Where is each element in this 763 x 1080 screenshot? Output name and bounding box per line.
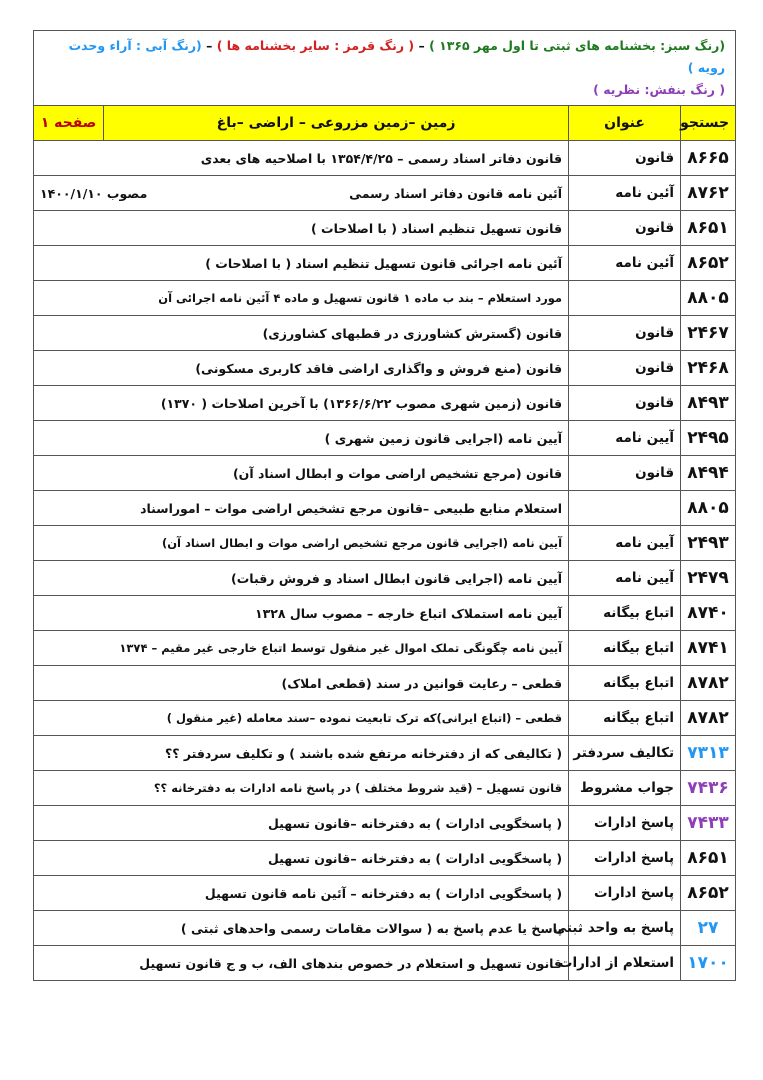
- row-title: پاسخ ادارات: [569, 876, 681, 911]
- description-main: آئین نامه قانون دفاتر اسناد رسمی: [349, 185, 563, 201]
- table-row: [34, 316, 736, 351]
- table-row: [34, 806, 736, 841]
- table-row: [34, 386, 736, 421]
- row-description: قطعی – (اتباع ایرانی)که ترک تابعیت نموده –سند معامله (غیر منقول ): [34, 701, 569, 736]
- row-title: قانون: [569, 456, 681, 491]
- row-title: اتباع بیگانه: [569, 666, 681, 701]
- row-title: جواب مشروط: [569, 771, 681, 806]
- row-title: [569, 491, 681, 526]
- description-split: [40, 186, 562, 201]
- row-description: پاسخ یا عدم پاسخ به ( سوالات مقامات رسمی واحدهای ثبتی ): [34, 911, 569, 946]
- search-number: ۸۷۴۰: [681, 596, 736, 631]
- legend-red: ( رنگ قرمز : سایر بخشنامه ها ): [216, 38, 415, 53]
- row-description: ( پاسخگویی ادارات ) به دفترخانه –قانون تسهیل: [34, 841, 569, 876]
- row-title: قانون: [569, 211, 681, 246]
- legend-separator: –: [201, 38, 217, 53]
- header-title: عنوان: [569, 106, 681, 141]
- table-row: [34, 421, 736, 456]
- row-title: آئین نامه: [569, 176, 681, 211]
- row-description: قانون (زمین شهری مصوب ۱۳۶۶/۶/۲۲) با آخرین اصلاحات ( ۱۳۷۰): [34, 386, 569, 421]
- table-row: [34, 701, 736, 736]
- row-description: مورد استعلام – بند ب ماده ۱ قانون تسهیل و ماده ۴ آئین نامه اجرائی آن: [34, 281, 569, 316]
- search-number: ۸۶۵۲: [681, 246, 736, 281]
- legend-blue: (رنگ آبی : آراء وحدت رویه ): [68, 38, 726, 75]
- row-description: قانون (منع فروش و واگذاری اراضی فاقد کاربری مسکونی): [34, 351, 569, 386]
- row-title: پاسخ ادارات: [569, 806, 681, 841]
- row-title: استعلام از ادارات: [569, 946, 681, 981]
- row-description: ( پاسخگویی ادارات ) به دفترخانه –قانون تسهیل: [34, 806, 569, 841]
- index-table: [33, 30, 736, 981]
- table-row: [34, 456, 736, 491]
- row-title: تکالیف سردفتر: [569, 736, 681, 771]
- table-row: [34, 876, 736, 911]
- legend-separator: –: [414, 38, 430, 53]
- row-description: قطعی – رعایت قوانین در سند (قطعی املاک): [34, 666, 569, 701]
- row-title: پاسخ ادارات: [569, 841, 681, 876]
- search-number: ۸۴۹۳: [681, 386, 736, 421]
- row-description: [34, 176, 569, 211]
- row-description: آیین نامه (اجرایی قانون ابطال اسناد و فروش رقبات): [34, 561, 569, 596]
- search-number: ۸۶۵۱: [681, 211, 736, 246]
- search-number: ۲۴۹۳: [681, 526, 736, 561]
- row-description: استعلام منابع طبیعی –قانون مرجع تشخیص اراضی موات – اموراسناد: [34, 491, 569, 526]
- row-title: پاسخ به واحد ثبتی: [569, 911, 681, 946]
- table-row: [34, 491, 736, 526]
- row-title: قانون: [569, 351, 681, 386]
- table-row: [34, 631, 736, 666]
- search-number: ۸۷۸۲: [681, 701, 736, 736]
- search-number: ۲۴۶۷: [681, 316, 736, 351]
- search-number: ۸۷۸۲: [681, 666, 736, 701]
- row-description: ( پاسخگویی ادارات ) به دفترخانه – آئین نامه قانون تسهیل: [34, 876, 569, 911]
- header-page: صفحه ۱: [34, 106, 104, 141]
- row-description: آیین نامه (اجرایی قانون مرجع تشخیص اراضی موات و ابطال اسناد آن): [34, 526, 569, 561]
- search-number: ۲۷: [681, 911, 736, 946]
- table-row: [34, 561, 736, 596]
- row-description: آیین نامه (اجرایی قانون زمین شهری ): [34, 421, 569, 456]
- row-title: قانون: [569, 141, 681, 176]
- search-number: ۸۸۰۵: [681, 491, 736, 526]
- table-row: [34, 596, 736, 631]
- search-number: ۷۳۱۳: [681, 736, 736, 771]
- row-description: آئین نامه اجرائی قانون تسهیل تنظیم اسناد ( با اصلاحات ): [34, 246, 569, 281]
- row-title: آیین نامه: [569, 526, 681, 561]
- row-title: قانون: [569, 316, 681, 351]
- table-row: [34, 211, 736, 246]
- row-description: قانون تسهیل و استعلام در خصوص بندهای الف، ب و ج قانون تسهیل: [34, 946, 569, 981]
- table-row: [34, 911, 736, 946]
- color-legend: [34, 31, 736, 106]
- search-number: ۸۷۴۱: [681, 631, 736, 666]
- legend-green: (رنگ سبز: بخشنامه های ثبتی تا اول مهر ۱۳۶۵ ): [429, 38, 726, 53]
- row-description: قانون دفاتر اسناد رسمی – ۱۳۵۴/۴/۲۵ با اصلاحیه های بعدی: [34, 141, 569, 176]
- row-description: قانون (گسترش کشاورزی در قطبهای کشاورزی): [34, 316, 569, 351]
- row-title: قانون: [569, 386, 681, 421]
- row-title: اتباع بیگانه: [569, 596, 681, 631]
- row-description: آیین نامه استملاک اتباع خارجه – مصوب سال ۱۳۲۸: [34, 596, 569, 631]
- search-number: ۲۴۹۵: [681, 421, 736, 456]
- header-search: جستجو: [681, 106, 736, 141]
- row-title: اتباع بیگانه: [569, 631, 681, 666]
- table-row: [34, 351, 736, 386]
- row-description: ( تکالیفی که از دفترخانه مرتفع شده باشند ) و تکلیف سردفتر ؟؟: [34, 736, 569, 771]
- search-number: ۸۶۶۵: [681, 141, 736, 176]
- search-number: ۸۶۵۲: [681, 876, 736, 911]
- table-row: [34, 281, 736, 316]
- search-number: ۸۴۹۴: [681, 456, 736, 491]
- row-description: آیین نامه چگونگی تملک اموال غیر منقول توسط اتباع خارجی غیر مقیم – ۱۳۷۴: [34, 631, 569, 666]
- legend-purple: ( رنگ بنفش: نظریه ): [593, 82, 726, 97]
- table-row: [34, 946, 736, 981]
- search-number: ۲۴۶۸: [681, 351, 736, 386]
- search-number: ۷۴۳۶: [681, 771, 736, 806]
- row-title: آیین نامه: [569, 421, 681, 456]
- row-title: [569, 281, 681, 316]
- row-description: قانون (مرجع تشخیص اراضی موات و ابطال اسناد آن): [34, 456, 569, 491]
- row-description: قانون تسهیل – (قید شروط مختلف ) در پاسخ نامه ادارات به دفترخانه ؟؟: [34, 771, 569, 806]
- table-row: [34, 736, 736, 771]
- row-title: اتباع بیگانه: [569, 701, 681, 736]
- header-row: [34, 106, 736, 141]
- row-title: آیین نامه: [569, 561, 681, 596]
- search-number: ۱۷۰۰: [681, 946, 736, 981]
- search-number: ۸۶۵۱: [681, 841, 736, 876]
- search-number: ۷۴۳۳: [681, 806, 736, 841]
- table-row: [34, 246, 736, 281]
- table-row: [34, 771, 736, 806]
- search-number: ۸۷۶۲: [681, 176, 736, 211]
- table-row: [34, 141, 736, 176]
- header-subject: زمین –زمین مزروعی – اراضی –باغ: [104, 106, 569, 141]
- table-row: [34, 841, 736, 876]
- document-sheet: [33, 30, 735, 981]
- description-approval: مصوب ۱۴۰۰/۱/۱۰: [40, 185, 148, 201]
- row-description: قانون تسهیل تنظیم اسناد ( با اصلاحات ): [34, 211, 569, 246]
- table-row: [34, 526, 736, 561]
- search-number: ۲۴۷۹: [681, 561, 736, 596]
- table-row: [34, 666, 736, 701]
- row-title: آئین نامه: [569, 246, 681, 281]
- search-number: ۸۸۰۵: [681, 281, 736, 316]
- table-row: [34, 176, 736, 211]
